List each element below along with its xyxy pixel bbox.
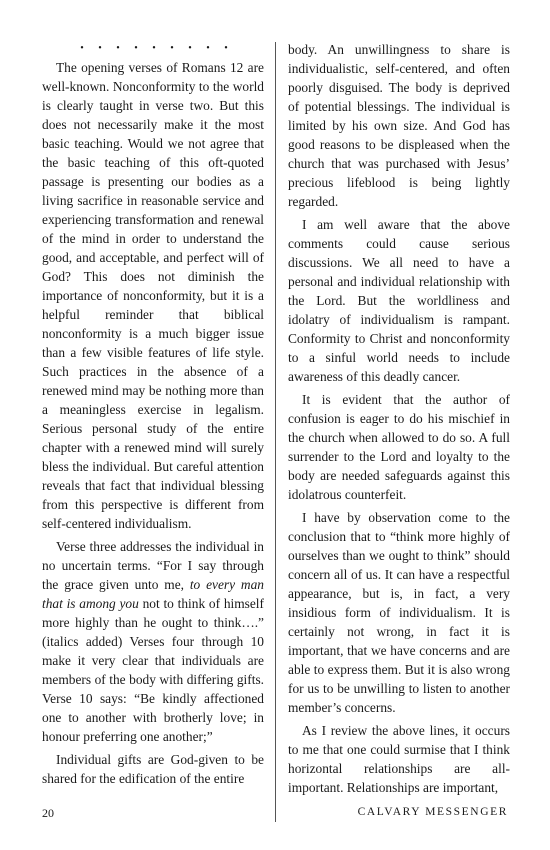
page-number: 20 bbox=[42, 806, 54, 820]
paragraph-author-of-confusion: It is evident that the author of confusion is eager to do his mischief in the church when allowed to do so. A full surrender to the Lord and loyalty to the body are needed safeguards against this idolatrous counterfeit. bbox=[288, 392, 510, 502]
section-ornament: • • • • • • • • • bbox=[80, 43, 234, 54]
column-divider bbox=[275, 42, 276, 822]
paragraph-individual-gifts: Individual gifts are God-given to be shared for the edification of the entire bbox=[42, 752, 264, 786]
verse-three-italic: to every man that is among you bbox=[42, 577, 264, 611]
verse-three-text-a: Verse three addresses the individual in no uncertain terms. “For I say through the grace given unto me, bbox=[42, 539, 264, 592]
paragraph-above-comments: I am well aware that the above comments could cause serious discussions. We all need to have a personal and individual relationship with the Lord. But the worldliness and idolatry of individualism is rampant. Conformity to Christ and nonconformity to a sinful world needs to include awareness of this deadly cancer. bbox=[288, 217, 510, 384]
paragraph-observation: I have by observation come to the conclusion that to “think more highly of ourselves than we ought to think” should concern all of us. It can have a respectful appearance, but is, in fact, a very insidious form of individualism. It is certainly not wrong, in fact it is important, that we have concerns and are able to express them. But it is also wrong for us to be unwilling to listen to another member’s concerns. bbox=[288, 510, 510, 715]
left-column bbox=[42, 40, 264, 792]
paragraph-romans-12: The opening verses of Romans 12 are well-known. Nonconformity to the world is clearly taught in verse two. But this does not necessarily make it the most basic teaching. Would we not agree that the basic teaching of this oft-quoted passage is presenting our bodies as a living sacrifice in reasonable service and experiencing transformation and renewal of the mind in order to understand the good, and acceptable, and perfect will of God? This does not diminish the importance of nonconformity, but it is a helpful reminder that biblical nonconformity is a much bigger issue than a few visible features of life style. Such practices in the absence of a renewed mind may be nothing more than a meaningless exercise in legalism. Serious personal study of the entire chapter with a renewed mind will surely bless the individual. But careful attention reveals that fact that individual blessing from this perspective is different from self-centered individualism. bbox=[42, 60, 264, 531]
running-title: CALVARY MESSENGER bbox=[357, 806, 508, 818]
paragraph-continued-body: body. An unwillingness to share is individualistic, self-centered, and often poorly disguised. The body is deprived of potential blessings. The individual is limited by his own size. And God has good reasons to be displeased when the church that was purchased with Jesus’ precious lifeblood is being lightly regarded. bbox=[288, 42, 510, 209]
paragraph-review: As I review the above lines, it occurs to me that one could surmise that I think horizontal relationships are all-important. Relationships are important, bbox=[288, 723, 510, 795]
verse-three-text-b: not to think of himself more highly than he ought to think….” (italics added) Verses four through 10 make it very clear that individuals are members of the body with differing gifts. Verse 10 says: “Be kindly affectioned one to another with brotherly love; in honour preferring one another;” bbox=[42, 596, 264, 744]
paragraph-verse-three bbox=[42, 537, 264, 746]
page-footer bbox=[42, 806, 508, 824]
right-column bbox=[288, 40, 510, 801]
page-body bbox=[42, 40, 508, 800]
